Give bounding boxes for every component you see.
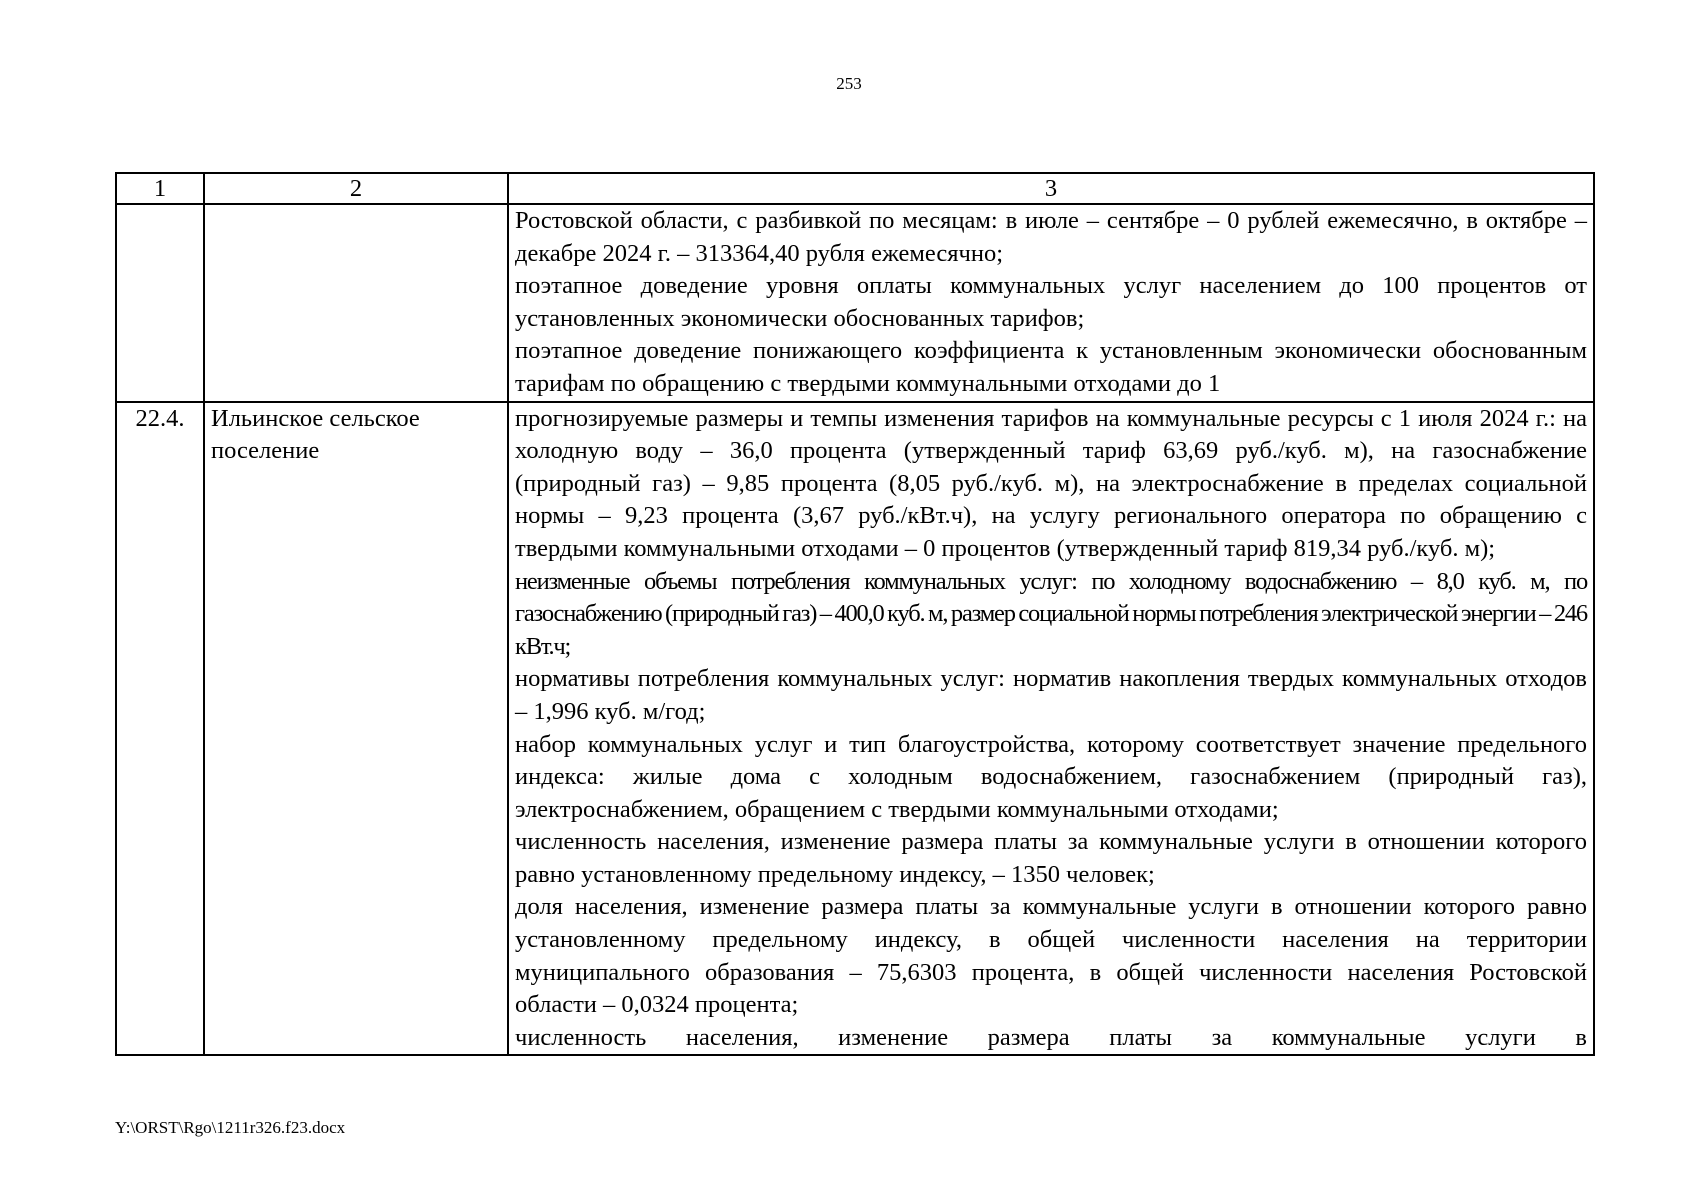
column-header-1: 1 [116,173,204,204]
description-paragraph: доля населения, изменение размера платы за коммунальные услуги в отношении которого равно установленному предельному индексу, в общей численности населения на территории муниципального образования – 75,6303 процента, в общей численности населения Ростовской области – 0,0324 процента; [515,893,1587,1019]
description-paragraph: численность населения, изменение размера платы за коммунальные услуги в отношении которого равно установленному предельному индексу, – 1350 человек; [515,828,1587,888]
row-number-cell: 22.4. [116,402,204,1056]
description-paragraph: неизменные объемы потребления коммунальных услуг: по холодному водоснабжению – 8,0 куб. м, по газоснабжению (природный газ) – 400,0 куб. м, размер социальной нормы потребления электрической энергии – 246 кВт.ч; [515,567,1587,660]
footer-file-path: Y:\ORST\Rgo\1211r326.f23.docx [115,1118,346,1137]
description-paragraph: поэтапное доведение понижающего коэффициента к установленным экономически обоснованным тарифам по обращению с твердыми коммунальными отходами до 1 [515,337,1587,397]
description-cell [508,204,1594,402]
page-number: 253 [836,74,862,93]
table-header-row [116,173,1594,204]
description-paragraph: нормативы потребления коммунальных услуг: норматив накопления твердых коммунальных отходов – 1,996 куб. м/год; [515,665,1587,725]
municipality-name-cell [204,204,508,402]
description-paragraph: Ростовской области, с разбивкой по месяцам: в июле – сентябре – 0 рублей ежемесячно, в октябре – декабре 2024 г. – 313364,40 рубля ежемесячно; [515,207,1587,267]
row-number-cell [116,204,204,402]
description-cell [508,402,1594,1056]
municipality-name-cell: Ильинское сельское поселение [204,402,508,1056]
tariff-table [115,172,1595,1056]
description-paragraph: набор коммунальных услуг и тип благоустройства, которому соответствует значение предельного индекса: жилые дома с холодным водоснабжением, газоснабжением (природный газ), электроснабжением, обращением с твердыми коммунальными отходами; [515,730,1587,823]
description-paragraph: численность населения, изменение размера платы за коммунальные услуги в [515,1023,1587,1051]
column-header-3: 3 [508,173,1594,204]
description-paragraph: поэтапное доведение уровня оплаты коммунальных услуг населением до 100 процентов от установленных экономически обоснованных тарифов; [515,272,1587,332]
table-row [116,204,1594,402]
table-row [116,402,1594,1056]
description-paragraph: прогнозируемые размеры и темпы изменения тарифов на коммунальные ресурсы с 1 июля 2024 г.: на холодную воду – 36,0 процента (утвержденный тариф 63,69 руб./куб. м), на газоснабжение (природный газ) – 9,85 процента (8,05 руб./куб. м), на электроснабжение в пределах социальной нормы – 9,23 процента (3,67 руб./кВт.ч), на услугу регионального оператора по обращению с твердыми коммунальными отходами – 0 процентов (утвержденный тариф 819,34 руб./куб. м); [515,404,1587,562]
column-header-2: 2 [204,173,508,204]
